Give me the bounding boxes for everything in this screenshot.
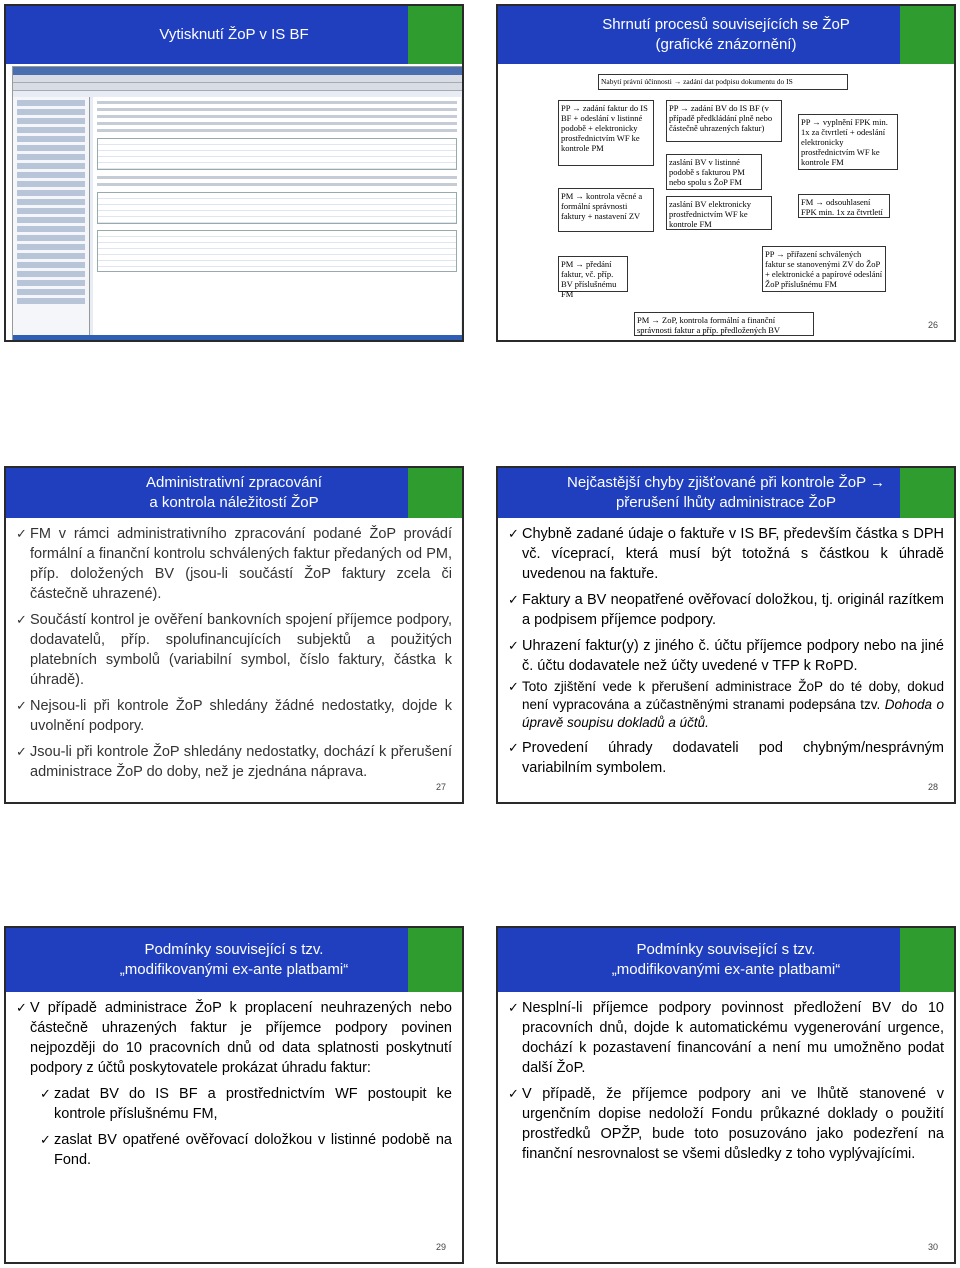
logo (408, 928, 462, 992)
slide-5 (4, 926, 464, 1264)
list-item: ✓ Nejsou-li při kontrole ŽoP shledány žádné nedostatky, dojde k uvolnění podpory. (16, 696, 452, 736)
slide-header (498, 468, 954, 518)
list-item: ✓ Jsou-li při kontrole ŽoP shledány nedostatky, dochází k přerušení administrace ŽoP do doby, než je zjednána náprava. (16, 742, 452, 782)
slide-1 (4, 4, 464, 342)
slide-header (498, 928, 954, 992)
list-item: ✓ Uhrazení faktur(y) z jiného č. účtu příjemce podpory nebo na jiné č. účtu dodavatele než účty uvedené v TFP k RoPD. (508, 636, 944, 676)
slide-4 (496, 466, 956, 804)
page-number: 30 (927, 1242, 938, 1252)
list-item: ✓ Součástí kontrol je ověření bankovních spojení příjemce podpory, dodavatelů, příp. spolufinancujících subjektů a použitých platebních symbolů (variabilní symbol, číslo faktury, částka k úhradě). (16, 610, 452, 690)
slide-title-line2: a kontrola náležitostí ŽoP (149, 494, 319, 511)
diagram-b2b: zaslání BV v listinné podobě s fakturou PM nebo spolu s ŽoP FM (666, 154, 762, 190)
list-item: ✓ Provedení úhrady dodavateli pod chybným/nesprávným variabilním symbolem. (508, 738, 944, 778)
list-item: ✓ V případě, že příjemce podpory ani ve lhůtě stanovené v urgenčním dopise nedoloží Fondu průkazné doklady o použití prostředků OPŽP, bude toto posuzováno jako podezření na finanční nesrovnalost se všemi důsledky z toho vyplývajícími. (508, 1084, 944, 1164)
slide-header (6, 6, 462, 64)
diagram-b5: PM → předání faktur, vč. příp. BV příslušnému FM (558, 256, 628, 292)
slide-title-line2: „modifikovanými ex-ante platbami“ (611, 961, 841, 978)
list-item: ✓ zadat BV do IS BF a prostřednictvím WF postoupit ke kontrole příslušnému FM, (40, 1084, 452, 1124)
sub-item-text: Toto zjištění vede k přerušení administrace ŽoP do té doby, dokud není vypracována a zúčastněnými stranami podepsána tzv. (522, 679, 944, 712)
slide-title-line1: Nejčastější chyby zjišťované při kontrole ŽoP → (567, 474, 885, 491)
slide-header (6, 928, 462, 992)
logo (900, 6, 954, 64)
slide-2 (496, 4, 956, 342)
list-item: ✓ zaslat BV opatřené ověřovací doložkou v listinné podobě na Fond. (40, 1130, 452, 1170)
intro-text: ✓ V případě administrace ŽoP k proplacení neuhrazených nebo částečně uhrazených faktur je příjemce podpory povinen nejpozději do 10 pracovních dnů od data splatnosti poskytnutí podpory z účtů poskytovatele prokázat úhradu faktur: (16, 998, 452, 1078)
browser-screenshot (12, 66, 464, 342)
slide-6 (496, 926, 956, 1264)
diagram-b2: PP → zadání BV do IS BF (v případě předkládání plně nebo částečně uhrazených faktur) (666, 100, 782, 142)
diagram-b3: PP → vyplnění FPK min. 1x za čtvrtletí + odeslání elektronicky prostřednictvím WF ke kontrole FM (798, 114, 898, 170)
sub-item (508, 678, 944, 732)
slide-title: Vytisknutí ŽoP v IS BF (159, 26, 309, 43)
diagram-b4: PM → kontrola věcné a formální správnosti faktury + nastavení ZV (558, 188, 654, 232)
diagram-b6: PP → přiřazení schválených faktur se stanovenými ZV do ŽoP + elektronické a papírové odeslání ŽoP příslušnému FM (762, 246, 886, 292)
slide-title-line2: „modifikovanými ex-ante platbami“ (119, 961, 349, 978)
list-item: ✓ Chybně zadané údaje o faktuře v IS BF, především částka s DPH vč. víceprací, která musí být totožná s částkou k úhradě uvedenou na faktuře. (508, 524, 944, 584)
diagram-top: Nabytí právní účinnosti → zadání dat podpisu dokumentu do IS (598, 74, 848, 90)
slide-title-line1: Shrnutí procesů souvisejících se ŽoP (602, 16, 850, 33)
logo (900, 468, 954, 518)
list-item: ✓ Faktury a BV neopatřené ověřovací doložkou, tj. originál razítkem a podpisem příjemce podpory. (508, 590, 944, 630)
logo (408, 468, 462, 518)
slide-3 (4, 466, 464, 804)
diagram-b7: PM → ZoP, kontrola formální a finanční správnosti faktur a příp. předložených BV (634, 312, 814, 336)
diagram-b3b: FM → odsouhlasení FPK min. 1x za čtvrtletí (798, 194, 890, 218)
slide-header (6, 468, 462, 518)
slide-title-line2: přerušení lhůty administrace ŽoP (615, 494, 837, 511)
list-item: ✓ FM v rámci administrativního zpracování podané ŽoP provádí formální a finanční kontrolu schválených faktur předaných od PM, příp. doložených BV (jsou-li součástí ŽoP faktury zcela či částečně uhrazené). (16, 524, 452, 604)
logo (408, 6, 462, 64)
page-number: 29 (435, 1242, 446, 1252)
slide-title-line1: Podmínky související s tzv. (144, 941, 324, 958)
logo (900, 928, 954, 992)
diagram-b1: PP → zadání faktur do IS BF + odeslání v listinné podobě + elektronicky prostřednictvím WF ke kontrole PM (558, 100, 654, 166)
page-number: 28 (927, 782, 938, 792)
sub-item-italic: Dohoda o úpravě soupisu dokladů a účtů. (522, 697, 944, 730)
slide-header (498, 6, 954, 64)
slide-title-line1: Podmínky související s tzv. (636, 941, 816, 958)
list-item: ✓ Nesplní-li příjemce podpory povinnost předložení BV do 10 pracovních dnů, dojde k automatickému vygenerování urgence, dochází k pozastavení financování a není mu umožněno podat další ŽoP. (508, 998, 944, 1078)
diagram-b2c: zaslání BV elektronicky prostřednictvím WF ke kontrole FM (666, 196, 772, 230)
slide-title-line2: (grafické znázornění) (655, 36, 797, 53)
page-number: 27 (435, 782, 446, 792)
slide-title-line1: Administrativní zpracování (146, 474, 322, 491)
page-number: 26 (927, 320, 938, 330)
